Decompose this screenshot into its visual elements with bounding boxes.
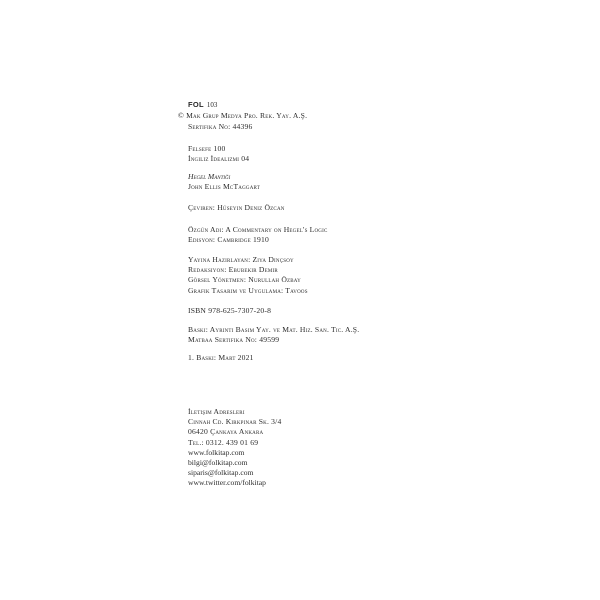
fol-logo: FOL [188,100,204,109]
phone-line: Tel.: 0312. 439 01 69 [188,437,259,447]
credits-block [188,255,308,296]
translator-line: Çeviren: Hüseyin Deniz Özcan [188,203,285,212]
certificate-line: Sertifika No: 44396 [188,122,253,131]
copyright-line: © Mak Grup Medya Pro. Rek. Yay. A.Ş. [178,111,308,120]
printer-certificate: Matbaa Sertifika No: 49599 [188,335,280,345]
series-number: 103 [206,101,218,109]
edition-source: Edisyon: Cambridge 1910 [188,235,269,245]
original-title-block [188,225,328,245]
credit-line: Redaksiyon: Ebubekir Demir [188,265,278,275]
credit-line: Grafik Tasarım ve Uygulama: Tavoos [188,285,308,295]
series-line: İngiliz İdealizmi 04 [188,154,250,164]
series-line: Felsefe 100 [188,144,226,153]
isbn-line: ISBN 978-625-7307-20-8 [188,306,272,315]
order-email-link[interactable]: siparis@folkitap.com [188,468,254,478]
contact-heading: İletişim Adresleri [188,407,245,416]
twitter-link[interactable]: www.twitter.com/folkitap [188,478,266,488]
website-link[interactable]: www.folkitap.com [188,447,245,457]
book-title: Hegel Mantığı [188,172,231,181]
info-email-link[interactable]: bilgi@folkitap.com [188,458,248,468]
edition-line: 1. Baskı: Mart 2021 [188,353,254,362]
printer-line: Baskı: Ayrıntı Basım Yay. ve Mat. Hiz. San. Tic. A.Ş. [188,325,360,334]
credit-line: Görsel Yönetmen: Nurullah Özbay [188,275,301,285]
contact-block [188,407,281,489]
printing-block [188,325,359,345]
title-block [188,172,260,192]
address-line: 06420 Çankaya Ankara [188,427,264,437]
address-line: Cinnah Cd. Kırkpınar Sk. 3/4 [188,417,282,427]
series-block [188,144,249,164]
original-title: Özgün Adı: A Commentary on Hegel's Logic [188,225,328,234]
credit-line: Yayına Hazırlayan: Ziya Dinçsoy [188,255,294,264]
publisher-logo [188,100,217,110]
book-author: John Ellis McTaggart [188,182,261,192]
